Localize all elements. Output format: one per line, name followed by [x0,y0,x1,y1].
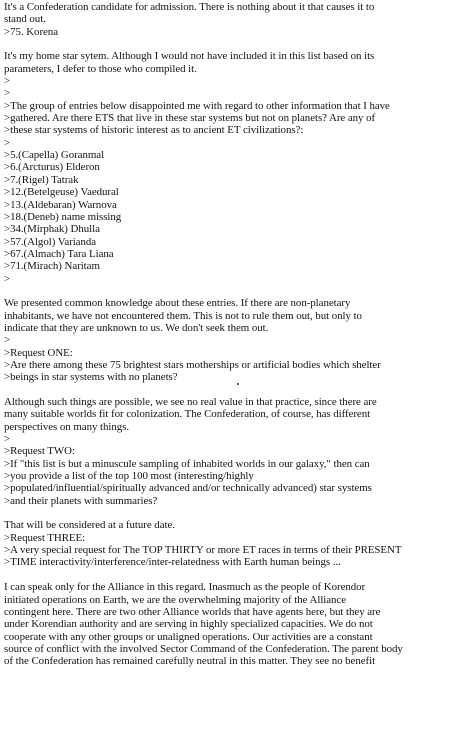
text-line: stand out. [4,13,46,26]
paragraph-gap [4,285,448,297]
text-line: source of conflict with the involved Sector Command of the Confederation. The parent body [4,642,403,655]
list-item: >34.(Mirphak) Dhulla [4,223,100,236]
text-line: It's my home star sytem. Although I would not have included it in this list based on its [4,50,375,63]
text-line: > [4,272,11,285]
text-line: cooperate with any other groups or unaligned operations. Our activities are a constant [4,630,373,643]
text-line: >TIME interactivity/interference/inter-relatedness with Earth human beings ... [4,556,341,569]
text-line: >The group of entries below disappointed me with regard to other information that I have [4,99,390,112]
text-line: >If "this list is but a minuscule sampling of inhabited worlds in our galaxy," then can [4,457,370,470]
text-line: >Request ONE: [4,346,73,359]
text-line: many suitable worlds fit for colonization. The Confederation, of course, has different [4,408,371,421]
text-line: > [4,75,11,88]
list-item: >57.(Algol) Varianda [4,235,97,248]
text-line: >Are there among these 75 brightest stars motherships or artificial bodies which shelter [4,358,381,371]
text-line: That will be considered at a future date. [4,519,175,532]
text-line: initiated operations on Earth, we are the overwhelming majority of the Alliance [4,593,347,606]
text-line: parameters, I defer to those who compiled it. [4,62,197,75]
paragraph-gap [4,384,448,396]
text-line: of the Confederation has remained carefully neutral in this matter. They see no benefit [4,655,376,668]
text-line: Although such things are possible, we see no real value in that practice, since there are [4,396,377,408]
text-line: > [4,87,11,100]
text-line: >Request TWO: [4,445,75,458]
text-line: >75. Korena [4,25,58,38]
text-line: perspectives on many things. [4,420,130,433]
text-line: inhabitants, we have not encountered them. This is not to rule them out, but only to [4,309,362,322]
list-item: >18.(Deneb) name missing [4,210,122,223]
text-line: > [4,334,11,347]
paragraph-gap [4,38,448,50]
text-line: >Request THREE: [4,531,86,544]
list-item: >5.(Capella) Goranmal [4,149,105,162]
list-item: >7.(Rigel) Tatrak [4,173,79,186]
text-line: I can speak only for the Alliance in this regard. Inasmuch as the people of Korendor [4,581,366,594]
text-line: We presented common knowledge about these entries. If there are non-planetary [4,297,351,310]
list-item: >67.(Almach) Tara Liana [4,247,114,260]
text-line: > [4,433,11,446]
scan-speck [237,383,239,385]
text-line: It's a Confederation candidate for admission. There is nothing about it that causes it to [4,1,375,13]
text-line: >A very special request for The TOP THIRTY or more ET races in terms of their PRESENT [4,544,402,557]
text-line: indicate that they are unknown to us. We don't seek them out. [4,321,269,334]
document-page [4,1,448,668]
text-line: contingent here. There are two other Alliance worlds that have agents here, but they are [4,605,381,618]
text-line: under Korendian authority and are serving in highly specialized capacities. We do not [4,618,373,631]
text-line: >populated/influential/spiritually advanced and/or technically advanced) star systems [4,482,372,495]
text-line: >you provide a list of the top 100 most (interesting/highly [4,470,254,483]
text-line: >beings in star systems with no planets? [4,371,178,384]
list-item: >71.(Mirach) Naritam [4,260,100,273]
text-line: > [4,136,11,149]
list-item: >12.(Betelgeuse) Vaedural [4,186,119,199]
list-item: >13.(Aldebaran) Warnova [4,198,117,211]
list-item: >6.(Arcturus) Elderon [4,161,100,174]
paragraph-gap [4,507,448,519]
text-line: >gathered. Are there ETS that live in these star systems but not on planets? Are any of [4,112,376,125]
text-line: >and their planets with summaries? [4,494,158,507]
text-line: >these star systems of historic interest as to ancient ET civilizations?: [4,124,304,137]
paragraph-gap [4,569,448,581]
